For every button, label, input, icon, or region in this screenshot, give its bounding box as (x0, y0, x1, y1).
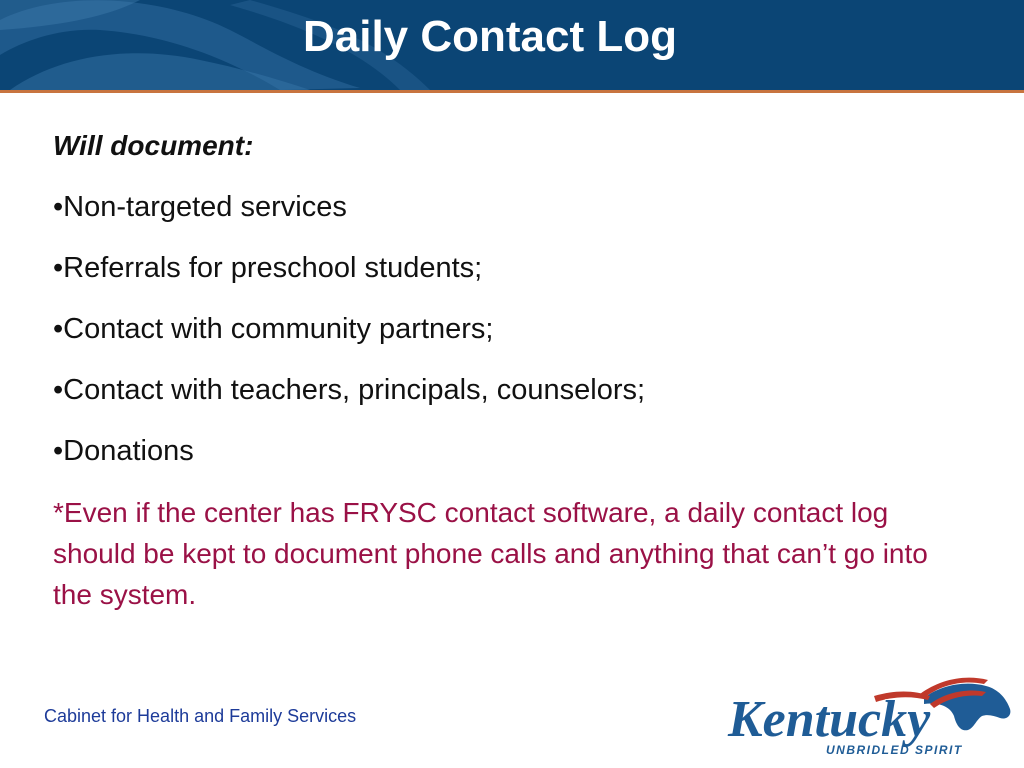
horse-head-icon (924, 684, 1010, 731)
logo-text: Kentucky (728, 691, 931, 748)
title-banner (0, 0, 1024, 90)
header-divider (0, 90, 1024, 93)
software-note: *Even if the center has FRYSC contact software, a daily contact log should be kept to document phone calls and anything that can’t go into the system. (53, 497, 928, 610)
intro-label: Will document: (53, 130, 254, 161)
slide-content (53, 126, 953, 615)
bullet-item-teachers: •Contact with teachers, principals, counselors; (53, 374, 646, 406)
footer-organization: Cabinet for Health and Family Services (44, 706, 357, 726)
bullet-item-donations: •Donations (53, 435, 194, 467)
bullet-item-referrals: •Referrals for preschool students; (53, 252, 483, 284)
bullet-item-non-targeted-services: •Non-targeted services (53, 191, 347, 223)
logo-tagline: UNBRIDLED SPIRIT (826, 743, 963, 757)
slide-title: Daily Contact Log (302, 12, 678, 61)
bullet-list (53, 187, 953, 471)
kentucky-logo (724, 676, 1014, 762)
bullet-item-community-partners: •Contact with community partners; (53, 313, 494, 345)
